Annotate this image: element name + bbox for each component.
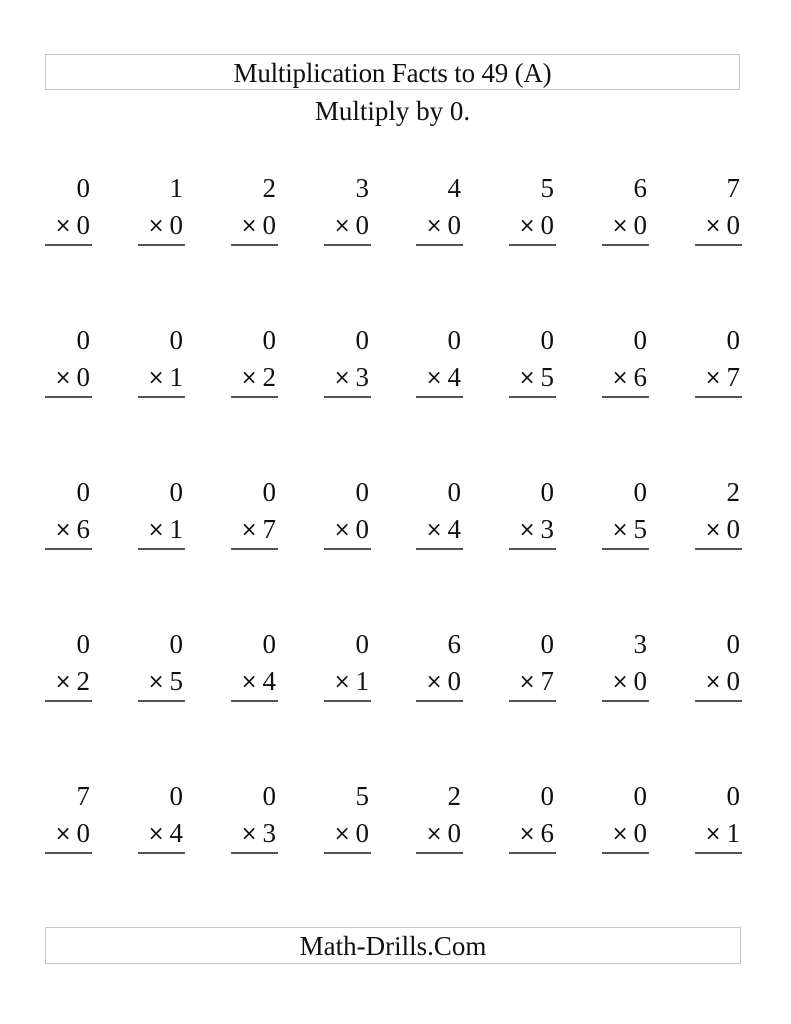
multiplicand: 0	[262, 325, 276, 355]
times-symbol: ×	[611, 365, 629, 389]
multiplier-line	[138, 358, 185, 398]
multiplicand: 0	[633, 325, 647, 355]
times-symbol: ×	[425, 213, 443, 237]
problem	[602, 170, 649, 246]
multiplier: 0	[726, 210, 740, 240]
multiplicand: 3	[633, 629, 647, 659]
multiplier-line	[324, 814, 371, 854]
multiplicand: 6	[447, 629, 461, 659]
times-symbol: ×	[240, 365, 258, 389]
multiplier-line	[695, 510, 742, 550]
multiplicand: 0	[540, 781, 554, 811]
times-symbol: ×	[425, 517, 443, 541]
multiplier-line	[231, 814, 278, 854]
multiplier: 7	[540, 666, 554, 696]
multiplicand: 0	[633, 477, 647, 507]
multiplicand: 0	[76, 629, 90, 659]
multiplier: 1	[169, 514, 183, 544]
problem	[324, 322, 371, 398]
multiplicand: 1	[169, 173, 183, 203]
multiplier: 6	[633, 362, 647, 392]
multiplicand: 6	[633, 173, 647, 203]
multiplier: 1	[355, 666, 369, 696]
times-symbol: ×	[240, 517, 258, 541]
multiplier-line	[45, 358, 92, 398]
worksheet-title: Multiplication Facts to 49 (A)	[233, 58, 552, 88]
multiplier: 4	[447, 362, 461, 392]
multiplier: 4	[169, 818, 183, 848]
multiplicand: 0	[169, 629, 183, 659]
problem	[695, 170, 742, 246]
problem	[231, 778, 278, 854]
multiplier: 0	[355, 818, 369, 848]
multiplier-line	[602, 814, 649, 854]
multiplicand: 4	[447, 173, 461, 203]
times-symbol: ×	[240, 821, 258, 845]
multiplier-line	[324, 206, 371, 246]
problem	[324, 778, 371, 854]
problem	[138, 322, 185, 398]
multiplicand: 0	[262, 477, 276, 507]
multiplier: 7	[726, 362, 740, 392]
times-symbol: ×	[704, 365, 722, 389]
multiplicand: 0	[76, 325, 90, 355]
multiplier-line	[416, 510, 463, 550]
times-symbol: ×	[704, 821, 722, 845]
problem	[695, 626, 742, 702]
multiplicand: 7	[726, 173, 740, 203]
problem	[138, 626, 185, 702]
multiplicand: 0	[726, 629, 740, 659]
problem	[416, 322, 463, 398]
times-symbol: ×	[333, 365, 351, 389]
multiplicand: 0	[262, 629, 276, 659]
multiplier-line	[695, 814, 742, 854]
multiplicand: 0	[447, 477, 461, 507]
multiplier: 5	[633, 514, 647, 544]
footer-brand: Math-Drills.Com	[299, 931, 487, 961]
multiplier-line	[138, 206, 185, 246]
problem	[602, 474, 649, 550]
problem	[602, 778, 649, 854]
multiplicand: 0	[262, 781, 276, 811]
multiplier: 0	[76, 210, 90, 240]
times-symbol: ×	[333, 213, 351, 237]
problem	[509, 322, 556, 398]
problem	[231, 626, 278, 702]
multiplicand: 7	[76, 781, 90, 811]
multiplicand: 5	[540, 173, 554, 203]
problem	[602, 322, 649, 398]
multiplicand: 2	[447, 781, 461, 811]
problem	[45, 626, 92, 702]
problem	[45, 778, 92, 854]
problem	[416, 778, 463, 854]
multiplier-line	[324, 510, 371, 550]
problem	[695, 474, 742, 550]
multiplier-line	[138, 814, 185, 854]
multiplier: 0	[726, 666, 740, 696]
problem	[45, 322, 92, 398]
times-symbol: ×	[240, 669, 258, 693]
times-symbol: ×	[425, 669, 443, 693]
multiplicand: 0	[76, 477, 90, 507]
times-symbol: ×	[240, 213, 258, 237]
times-symbol: ×	[518, 213, 536, 237]
multiplier-line	[324, 358, 371, 398]
times-symbol: ×	[518, 669, 536, 693]
problem	[324, 626, 371, 702]
problem	[138, 474, 185, 550]
multiplier: 0	[262, 210, 276, 240]
multiplier-line	[45, 510, 92, 550]
multiplicand: 5	[355, 781, 369, 811]
multiplier: 3	[355, 362, 369, 392]
times-symbol: ×	[54, 669, 72, 693]
multiplier-line	[45, 814, 92, 854]
multiplier: 5	[540, 362, 554, 392]
problem	[416, 474, 463, 550]
times-symbol: ×	[518, 821, 536, 845]
problem	[231, 170, 278, 246]
times-symbol: ×	[704, 213, 722, 237]
multiplier-line	[416, 814, 463, 854]
problem	[45, 474, 92, 550]
multiplicand: 0	[540, 325, 554, 355]
problem-row	[45, 626, 742, 778]
multiplier: 0	[355, 210, 369, 240]
multiplier: 0	[169, 210, 183, 240]
problem-grid	[45, 170, 742, 930]
problem	[231, 474, 278, 550]
multiplier-line	[509, 510, 556, 550]
multiplicand: 0	[355, 629, 369, 659]
multiplier-line	[231, 662, 278, 702]
multiplier: 2	[76, 666, 90, 696]
times-symbol: ×	[611, 669, 629, 693]
multiplier-line	[602, 206, 649, 246]
multiplier: 0	[355, 514, 369, 544]
multiplier-line	[509, 662, 556, 702]
multiplier: 0	[726, 514, 740, 544]
times-symbol: ×	[611, 517, 629, 541]
problem-row	[45, 474, 742, 626]
multiplier-line	[45, 662, 92, 702]
multiplier: 4	[262, 666, 276, 696]
multiplicand: 0	[76, 173, 90, 203]
multiplier-line	[602, 510, 649, 550]
times-symbol: ×	[333, 821, 351, 845]
times-symbol: ×	[611, 213, 629, 237]
multiplier: 3	[540, 514, 554, 544]
multiplier: 0	[540, 210, 554, 240]
multiplier: 2	[262, 362, 276, 392]
multiplier-line	[695, 206, 742, 246]
problem-row	[45, 170, 742, 322]
multiplier-line	[416, 358, 463, 398]
multiplicand: 0	[355, 325, 369, 355]
multiplier-line	[231, 510, 278, 550]
multiplier-line	[602, 662, 649, 702]
problem	[324, 170, 371, 246]
multiplier: 6	[76, 514, 90, 544]
times-symbol: ×	[147, 821, 165, 845]
problem	[324, 474, 371, 550]
multiplier: 0	[633, 210, 647, 240]
multiplier: 7	[262, 514, 276, 544]
problem	[695, 322, 742, 398]
times-symbol: ×	[54, 213, 72, 237]
multiplicand: 0	[540, 477, 554, 507]
multiplicand: 0	[169, 781, 183, 811]
multiplier-line	[509, 206, 556, 246]
problem	[231, 322, 278, 398]
multiplier-line	[602, 358, 649, 398]
footer-box	[45, 927, 741, 964]
multiplier: 0	[633, 818, 647, 848]
multiplier: 5	[169, 666, 183, 696]
multiplier: 0	[447, 818, 461, 848]
times-symbol: ×	[54, 517, 72, 541]
problem	[509, 170, 556, 246]
times-symbol: ×	[147, 365, 165, 389]
multiplicand: 2	[726, 477, 740, 507]
multiplicand: 0	[726, 781, 740, 811]
times-symbol: ×	[333, 669, 351, 693]
times-symbol: ×	[611, 821, 629, 845]
multiplier: 0	[633, 666, 647, 696]
multiplier: 0	[76, 362, 90, 392]
times-symbol: ×	[704, 517, 722, 541]
times-symbol: ×	[54, 821, 72, 845]
multiplier-line	[416, 662, 463, 702]
times-symbol: ×	[147, 213, 165, 237]
problem	[509, 474, 556, 550]
worksheet-title-box	[45, 54, 740, 90]
multiplicand: 2	[262, 173, 276, 203]
times-symbol: ×	[704, 669, 722, 693]
multiplier-line	[324, 662, 371, 702]
times-symbol: ×	[147, 669, 165, 693]
times-symbol: ×	[425, 821, 443, 845]
multiplier-line	[695, 358, 742, 398]
multiplier-line	[509, 358, 556, 398]
times-symbol: ×	[147, 517, 165, 541]
times-symbol: ×	[333, 517, 351, 541]
multiplier: 0	[447, 666, 461, 696]
problem-row	[45, 322, 742, 474]
times-symbol: ×	[518, 517, 536, 541]
multiplicand: 0	[169, 325, 183, 355]
multiplier: 1	[169, 362, 183, 392]
times-symbol: ×	[425, 365, 443, 389]
multiplicand: 0	[726, 325, 740, 355]
multiplier-line	[695, 662, 742, 702]
problem	[509, 626, 556, 702]
multiplicand: 0	[355, 477, 369, 507]
multiplier-line	[231, 358, 278, 398]
problem	[416, 170, 463, 246]
multiplier: 4	[447, 514, 461, 544]
problem	[45, 170, 92, 246]
problem	[695, 778, 742, 854]
multiplicand: 0	[447, 325, 461, 355]
multiplier: 3	[262, 818, 276, 848]
multiplier: 1	[726, 818, 740, 848]
problem	[509, 778, 556, 854]
times-symbol: ×	[54, 365, 72, 389]
multiplicand: 3	[355, 173, 369, 203]
multiplier: 0	[76, 818, 90, 848]
multiplicand: 0	[540, 629, 554, 659]
worksheet-instructions: Multiply by 0.	[314, 96, 471, 126]
problem	[138, 170, 185, 246]
multiplier-line	[509, 814, 556, 854]
problem-row	[45, 778, 742, 930]
multiplicand: 0	[169, 477, 183, 507]
multiplicand: 0	[633, 781, 647, 811]
problem	[416, 626, 463, 702]
times-symbol: ×	[518, 365, 536, 389]
multiplier-line	[416, 206, 463, 246]
multiplier-line	[138, 510, 185, 550]
multiplier: 0	[447, 210, 461, 240]
multiplier-line	[138, 662, 185, 702]
problem	[602, 626, 649, 702]
multiplier-line	[231, 206, 278, 246]
multiplier: 6	[540, 818, 554, 848]
problem	[138, 778, 185, 854]
multiplier-line	[45, 206, 92, 246]
